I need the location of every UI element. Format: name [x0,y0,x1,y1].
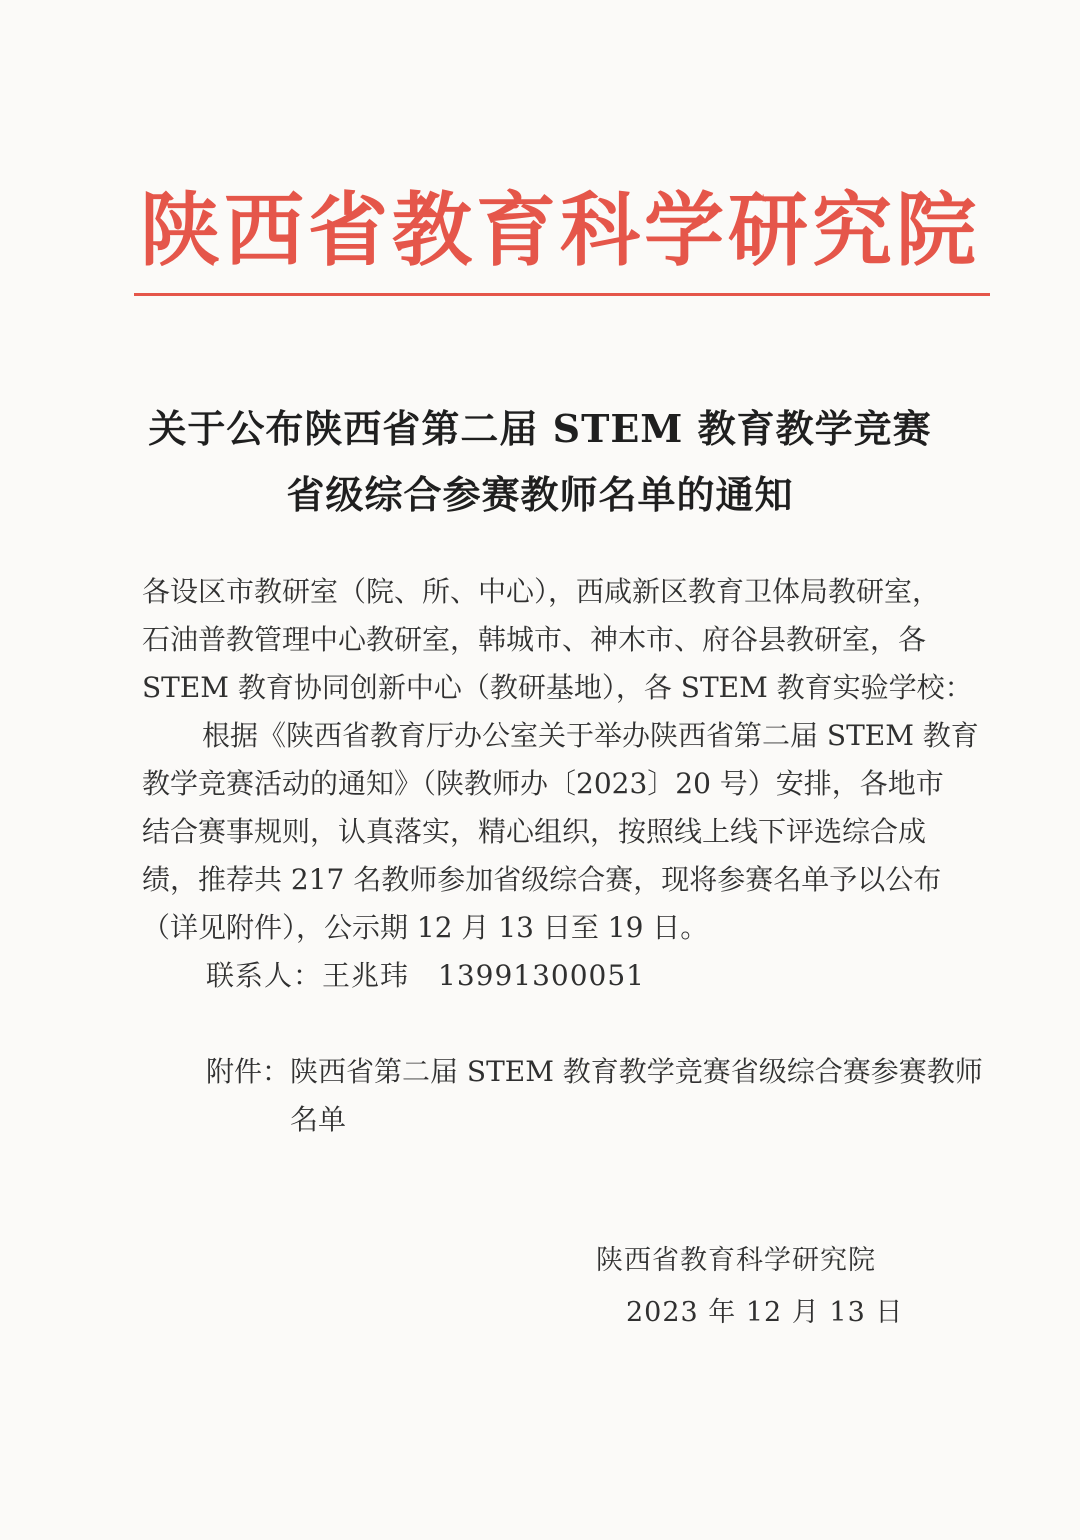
notice-title-line-1: 关于公布陕西省第二届 STEM 教育教学竞赛 [148,406,932,451]
notice-title-line-2: 省级综合参赛教师名单的通知 [286,472,794,517]
salutation-line: 石油普教管理中心教研室，韩城市、神木市、府谷县教研室，各 [142,623,927,656]
body-line: 根据《陕西省教育厅办公室关于举办陕西省第二届 STEM 教育 [202,719,979,752]
salutation [142,572,992,716]
body-line: 教学竞赛活动的通知》（陕教师办〔2023〕20 号）安排，各地市 [142,767,944,800]
body-line: （详见附件），公示期 12 月 13 日至 19 日。 [142,911,709,944]
signature-date: 2023 年 12 月 13 日 [626,1297,904,1328]
salutation-line: 各设区市教研室（院、所、中心），西咸新区教育卫体局教研室， [142,575,941,608]
body-line: 绩，推荐共 217 名教师参加省级综合赛，现将参赛名单予以公布 [142,863,942,896]
attachment-note [206,1052,983,1148]
letterhead-title: 陕西省教育科学研究院 [140,183,980,277]
salutation-line: STEM 教育协同创新中心（教研基地），各 STEM 教育实验学校： [142,671,973,704]
body-paragraph [142,716,992,956]
signature-org: 陕西省教育科学研究院 [596,1245,876,1276]
attachment-line-2: 名单 [290,1103,347,1136]
letterhead-red-rule [134,293,990,296]
body-line: 结合赛事规则，认真落实，精心组织，按照线上线下评选综合成 [142,815,927,848]
attachment-line-1: 附件：陕西省第二届 STEM 教育教学竞赛省级综合赛参赛教师 [206,1055,983,1088]
contact-info: 联系人：王兆玮 13991300051 [206,959,645,992]
